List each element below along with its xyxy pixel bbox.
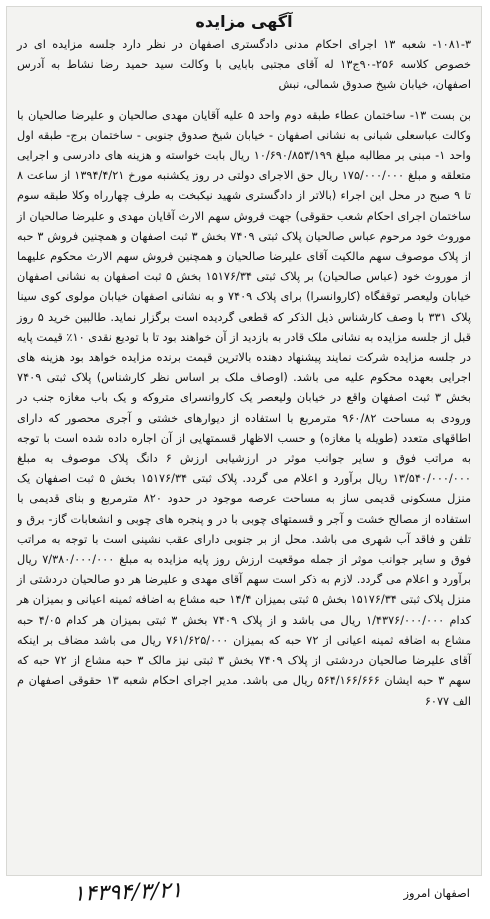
notice-title: آگهی مزایده [195,12,293,31]
paragraph-gap [17,96,471,106]
auction-notice [6,6,482,876]
newspaper-reference: اصفهان امروز [403,886,470,900]
notice-intro-paragraph: ۱۰۸۱-۳- شعبه ۱۳ اجرای احکام مدنی دادگستری اصفهان در نظر دارد جلسه مزایده ای در خصوص کلاسه ۲۵۶-۹۰ج۱۳ له آقای مجتبی بابایی با وکالت سید حمید رضا نشاط به آدرس اصفهان، خیابان شیخ صدوق شمالی، نبش [17,38,472,92]
notice-body-paragraph: بن بست ۱۳- ساختمان عطاء طبقه دوم واحد ۵ علیه آقایان مهدی صالحیان و علیرضا صالحیان با وکالت عباسعلی شبانی به نشانی اصفهان - خیابان شیخ صدوق جنوبی - ساختمان برج- طبقه اول واحد ۱- مبنی بر مطالبه مبلغ ۱۰/۶۹۰/۸۵۳/۱۹۹ ریال بابت خواسته و هزینه های دادرسی و اجرایی متعلقه و مبلغ ۱۷۵/۰۰۰/۰۰۰ ریال حق الاجرای دولتی در روز یکشنبه مورخ ۱۳۹۴/۴/۲۱ از ساعت ۸ تا ۹ صبح در محل این اجراء (بالاتر از دادگستری شهید نیکبخت به طرف چهارراه وکلا طبقه سوم ساختمان اجرای احکام شعب حقوقی) جهت فروش سهم الارث آقایان مهدی و علیرضا صالحیان از موروث خود مرحوم عباس صالحیان پلاک ثبتی ۷۴۰۹ بخش ۳ ثبت اصفهان و همچنین فروش ۳ حبه از پلاک موصوف سهم مالکیت آقای علیرضا صالحیان و همچنین فروش سهم الارث محکوم علیهما از موروث خود (عباس صالحیان) بر پلاک ثبتی ۱۵۱۷۶/۳۴ بخش ۵ ثبت اصفهان به نشانی اصفهان خیابان ولیعصر توقفگاه (کاروانسرا) برای پلاک ۷۴۰۹ و به نشانی اصفهان خیابان مولوی کوی سینا پلاک ۳۳۱ با وصف کارشناس ذیل الذکر که قطعی گردیده است برگزار نماید. طالبین خرید ۵ روز قبل از جلسه مزایده به نشانی ملک قادر به بازدید از آن خواهند بود تا با تودیع نقدی ۱۰٪ قیمت پایه در جلسه مزایده شرکت نمایند پیشنهاد دهنده بالاترین قیمت برنده مزایده خواهد بود هزینه های اجرایی بعهده محکوم علیه می باشد. (اوصاف ملک بر اساس نظر کارشناس) پلاک ثبتی ۷۴۰۹ بخش ۳ ثبت اصفهان واقع در خیابان ولیعصر یک کاروانسرای متروکه و یک باب مغازه جنب در ورودی به مساحت ۹۶۰/۸۲ مترمربع با استفاده از دیوارهای خشتی و آجری محصور که دارای اطاقهای متعدد (طویله یا مغازه) و حسب الاظهار قسمتهایی از آن اجاره داده شده است با توجه به مراتب فوق و سایر جوانب موثر در ارزشیابی ارزش ۶ دانگ پلاک موصوف به مبلغ ۱۳/۵۴۰/۰۰۰/۰۰۰ ریال برآورد و اعلام می گردد. پلاک ثبتی ۱۵۱۷۶/۳۴ بخش ۵ ثبت اصفهان یک منزل مسکونی قدیمی ساز به مساحت عرصه موجود در حدود ۸۲۰ مترمربع و بنای قدیمی با استفاده از مصالح خشت و آجر و قسمتهای چوبی با در و پنجره های چوبی و انشعابات گاز- برق و تلفن و فاقد آب شهری می باشد. محل از بر جنوبی دارای عقب نشینی است با توجه به مراتب فوق و سایر جوانب موثر از جمله موقعیت ارزش روز پایه مزایده به مبلغ ۷/۳۸۰/۰۰۰/۰۰۰ ریال برآورد و اعلام می گردد. لازم به ذکر است سهم آقای مهدی و علیرضا هر دو صالحیان دردشتی از منزل پلاک ثبتی ۱۵۱۷۶/۳۴ بخش ۵ ثبتی بمیزان ۱۴/۴ حبه مشاع به اضافه ثمینه اعیانی و بمیزان هر کدام ۱/۴۳۷۶/۰۰۰/۰۰۰ ریال می باشد و از پلاک ۷۴۰۹ بخش ۳ ثبتی بمیزان هر کدام ۴/۰۵ حبه مشاع به اضافه ثمینه اعیانی از ۷۲ حبه که بمیزان ۷۶۱/۶۲۵/۰۰۰ ریال می باشد مضاف بر اینکه آقای علیرضا صالحیان دردشتی از پلاک ۷۴۰۹ بخش ۳ ثبتی نیز مالک ۳ حبه مشاع از ۷۲ حبه که سهم ۳ حبه ایشان ۵۶۴/۱۶۶/۶۶۶ ریال می باشد. مدیر اجرای احکام شعبه ۱۳ حقوقی اصفهان م الف ۶۰۷۷ [17,108,472,708]
clipping-footer [6,878,482,914]
handwritten-date: ۱۴۳۹۴/۳/۲۱ [72,878,183,907]
